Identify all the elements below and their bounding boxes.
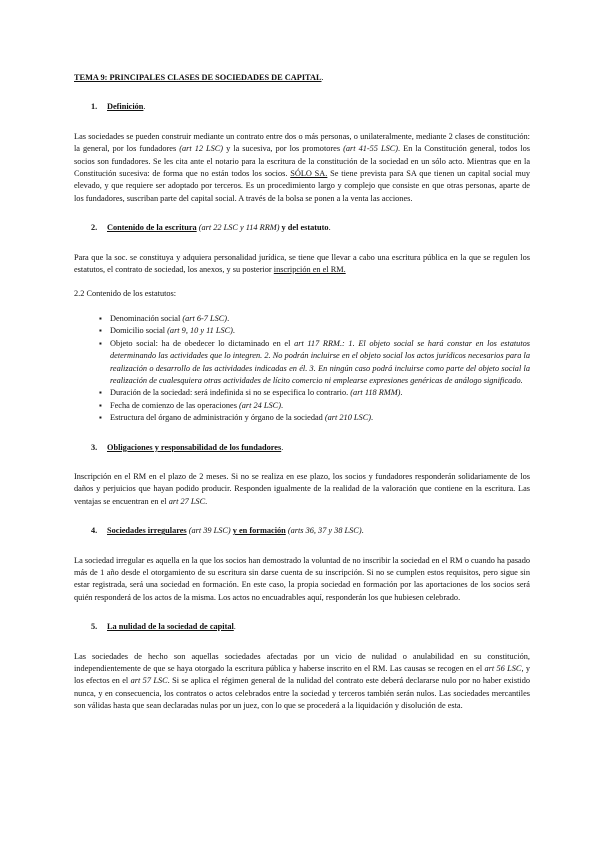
paragraph-contenido: Para que la soc. se constituya y adquiera personalidad jurídica, se tiene que llevar a cabo una escritura pública en la que se regulen los estatutos, el contrato de sociedad, los anexos, y su posterior inscripción en el RM. [74,252,530,275]
subheading-estatutos: 2.2 Contenido de los estatutos: [74,289,177,299]
paragraph-definicion: Las sociedades se pueden construir mediante un contrato entre dos o más personas, o unilateralmente, mediante 2 clases de constitución: la general, por los fundadores (art 12 LSC) y la sucesiva, por los promotores (art 41-55 LSC). En la Constitución general, todos los socios son fundadores. Se les cita ante el notario para la escritura de la constitución de la sociedad en un sólo acto. Mientras que en la Constitución sucesiva: de forma que no están todos los socios. SÓLO SA. Se tiene prevista para SA que tienen un capital social muy elevado, y que requiere ser adoptado por terceros. Es un procedimiento largo y complejo que consiste en que otras personas, aparte de los fundadores, suscriban parte del capital social. A través de la bolsa se ponen a la venta las acciones. [74,131,531,203]
list-item: ▪ Estructura del órgano de administración y órgano de la sociedad (art 210 LSC). [99,412,530,424]
estatutos-list [74,313,530,425]
list-item: ▪ Denominación social (art 6-7 LSC). [99,313,530,325]
paragraph-obligaciones: Inscripción en el RM en el plazo de 2 meses. Si no se realiza en ese plazo, los socios y fundadores responderán solidariamente de los daños y perjuicios que hayan podido producir. Responden igualmente de la realidad de la valoración que contiene en la escritura. Las ventajas se encuentran en el art 27 LSC. [74,471,530,506]
list-item: ▪ Duración de la sociedad: será indefinida si no se especifica lo contrario. (art 118 RMM). [99,387,530,399]
list-item: ▪ Domicilio social (art 9, 10 y 11 LSC). [99,325,530,337]
document-title: TEMA 9: PRINCIPALES CLASES DE SOCIEDADES DE CAPITAL. [74,73,324,82]
section-heading-irregulares: 4. Sociedades irregulares (art 39 LSC) y en formación (arts 36, 37 y 38 LSC). [91,526,364,536]
section-heading-definicion: 1. Definición. [91,102,146,112]
section-heading-contenido: 2. Contenido de la escritura (art 22 LSC y 114 RRM) y del estatuto. [91,223,331,233]
section-heading-nulidad: 5. La nulidad de la sociedad de capital. [91,622,236,632]
paragraph-nulidad: Las sociedades de hecho son aquellas sociedades afectadas por un vicio de nulidad o anulabilidad en su constitución, independientemente de que se haya otorgado la escritura pública y haberse inscrito en el RM. Las causas se recogen en el art 56 LSC, y los efectos en el art 57 LSC. Si se aplica el régimen general de la nulidad del contrato este deberá declararse nulo por no haber existido nunca, y en consecuencia, los contratos o actos celebrados entre la sociedad y terceros también serán nulos. Las sociedades mercantiles son válidas hasta que sean declaradas nulas por un juez, con lo que se procederá a la liquidación y disolución de esta. [74,651,531,711]
list-item: ▪ Fecha de comienzo de las operaciones (art 24 LSC). [99,400,530,412]
section-heading-obligaciones: 3. Obligaciones y responsabilidad de los fundadores. [91,442,284,452]
list-item: ▪ Objeto social: ha de obedecer lo dictaminado en el art 117 RRM.: 1. El objeto social se hará constar en los estatutos determinando las actividades que lo integren. 2. No podrán incluirse en el objeto social los actos jurídicos necesarios para la realización o desarrollo de las actividades indicadas en él. 3. En ningún caso podrá incluirse como parte del objeto social la realización de cualesquiera otras actividades de lícito comercio ni emplearse expresiones genéricas de análogo significado. [99,338,530,388]
paragraph-irregulares: La sociedad irregular es aquella en la que los socios han demostrado la voluntad de no inscribir la sociedad en el RM o cuando ha pasado más de 1 año desde el otorgamiento de su escritura sin darse cuenta de su inscripción. Si no se cumplen estos requisitos, pero sigue sin estar registrada, será una sociedad en formación. En este caso, la propia sociedad en formación por las aportaciones de los socios será quién responderá de los actos de la misma. Los actos no encuadrables aquí, responderán los que hubiesen celebrado. [74,555,530,602]
